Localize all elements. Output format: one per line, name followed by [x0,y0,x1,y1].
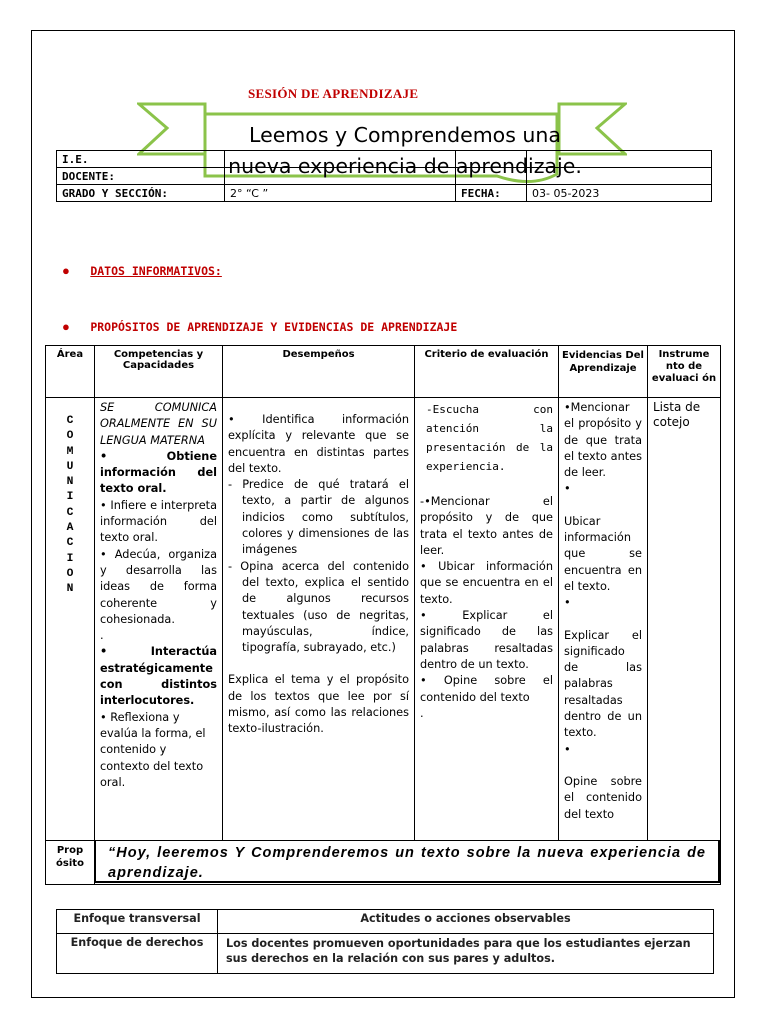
proposito-label: Prop ósito [46,841,95,885]
enfoque-header: Enfoque transversal [57,910,218,934]
fecha-value: 03- 05-2023 [527,185,712,202]
section-propositos [62,318,457,336]
datos-title: DATOS INFORMATIVOS: [90,264,222,278]
area-letter: I [66,491,74,504]
heading-line-2: nueva experiencia de aprendizaje. [228,154,582,178]
area-letter: M [66,445,74,458]
propositos-title: PROPÓSITOS DE APRENDIZAJE Y EVIDENCIAS DE APRENDIZAJE [90,320,458,334]
area-letter: O [66,430,74,443]
header-instrumento: Instrume nto de evaluaci ón [648,346,721,398]
cross-cutting-approach-table [56,909,714,974]
general-info-table [56,150,712,202]
evidencia-item: • [564,482,571,496]
area-letter: N [66,583,74,596]
area-letter: O [66,567,74,580]
header-evidencias: Evidencias Del Aprendizaje [559,346,648,398]
capacidad-item: . [100,629,104,643]
section-datos [62,262,222,280]
criterios-cell [415,398,559,841]
evidencia-item: Opine sobre el contenido del texto [564,774,642,821]
desempeno-item: - Opina acerca del contenido del texto, explica el sentido de algunos recursos textuales (uso de negritas, mayúsculas, índice, tipografía, subrayado, etc.) [228,559,409,655]
capacidad-item: • Reflexiona y evalúa la forma, el contenido y contexto del texto oral. [100,710,206,789]
actitudes-header: Actitudes o acciones observables [218,910,714,934]
capacidad-item: • Adecúa, organiza y desarrolla las ideas de forma coherente y cohesionada. [100,547,217,626]
bullet-icon: ● [62,263,70,278]
area-letter: U [66,460,74,473]
area-letter: I [66,552,74,565]
docente-label: DOCENTE: [57,168,225,185]
capacidad-item: • Interactúa estratégicamente con distintos interlocutores. [100,645,217,708]
grado-value: 2° “C ” [225,185,456,202]
evidencia-item: Ubicar información que se encuentra en el texto. [564,514,642,593]
desempeno-item: • Identifica información explícita y relevante que se encuentra en distintas partes del texto. [228,413,409,475]
criterio-item: -•Mencionar el propósito y de que trata el texto antes de leer. [420,495,553,557]
ie-label: I.E. [57,151,225,168]
evidencia-item: Explicar el significado de las palabras resaltadas dentro de un texto. [564,628,642,740]
proposito-cell [95,841,721,885]
evidencia-item: • [564,596,571,610]
criterio-item: • Opine sobre el contenido del texto [420,674,553,704]
header-desempenos: Desempeños [223,346,415,398]
learning-purposes-table [45,345,721,885]
criterio-item: -Escucha con atención la presentación de la experiencia. [426,403,553,473]
desempeno-item: Explica el tema y el propósito de los textos que lee por sí mismo, así como las relaciones texto-ilustración. [228,673,409,736]
evidencia-item: • [564,742,571,756]
header-criterio: Criterio de evaluación [415,346,559,398]
criterio-item: . [420,706,424,720]
competencias-cell [95,398,223,841]
area-communication [46,398,95,841]
evidencia-item: •Mencionar el propósito y de que trata el texto antes de leer. [564,401,642,480]
area-letter: C [66,506,74,519]
area-letter: C [66,537,74,550]
area-letter: N [66,476,74,489]
enfoque-derechos-label: Enfoque de derechos [57,934,218,974]
enfoque-derechos-text: Los docentes promueven oportunidades para que los estudiantes ejerzan sus derechos en la relación con sus pares y adultos. [218,934,714,974]
heading-line-1: Leemos y Comprendemos una [249,123,561,147]
desempeno-item: - Predice de qué tratará el texto, a partir de algunos indicios como subtítulos, colores y dimensiones de las imágenes [228,478,409,557]
bullet-icon: ● [62,319,70,334]
fecha-label: FECHA: [456,185,527,202]
grado-label: GRADO Y SECCIÓN: [57,185,225,202]
area-letter: C [66,415,74,427]
header-area: Área [46,346,95,398]
header-competencias: Competencias y Capacidades [95,346,223,398]
desempenos-cell [223,398,415,841]
instrumento-value: Lista de cotejo [648,398,721,841]
proposito-text: “Hoy, leeremos Y Comprenderemos un texto sobre la nueva experiencia de aprendizaje. [95,841,720,883]
session-title: SESIÓN DE APRENDIZAJE [248,86,419,101]
capacidad-item: • Obtiene información del texto oral. [100,449,217,496]
capacidad-item: • Infiere e interpreta información del texto oral. [100,498,217,545]
criterio-item: • Explicar el significado de las palabras resaltadas dentro de un texto. [420,609,553,671]
evidencias-cell [559,398,648,841]
area-letter: A [66,522,74,535]
competencia-title: SE COMUNICA ORALMENTE EN SU LENGUA MATERNA [100,401,217,447]
criterio-item: • Ubicar información que se encuentra en el texto. [420,560,553,606]
